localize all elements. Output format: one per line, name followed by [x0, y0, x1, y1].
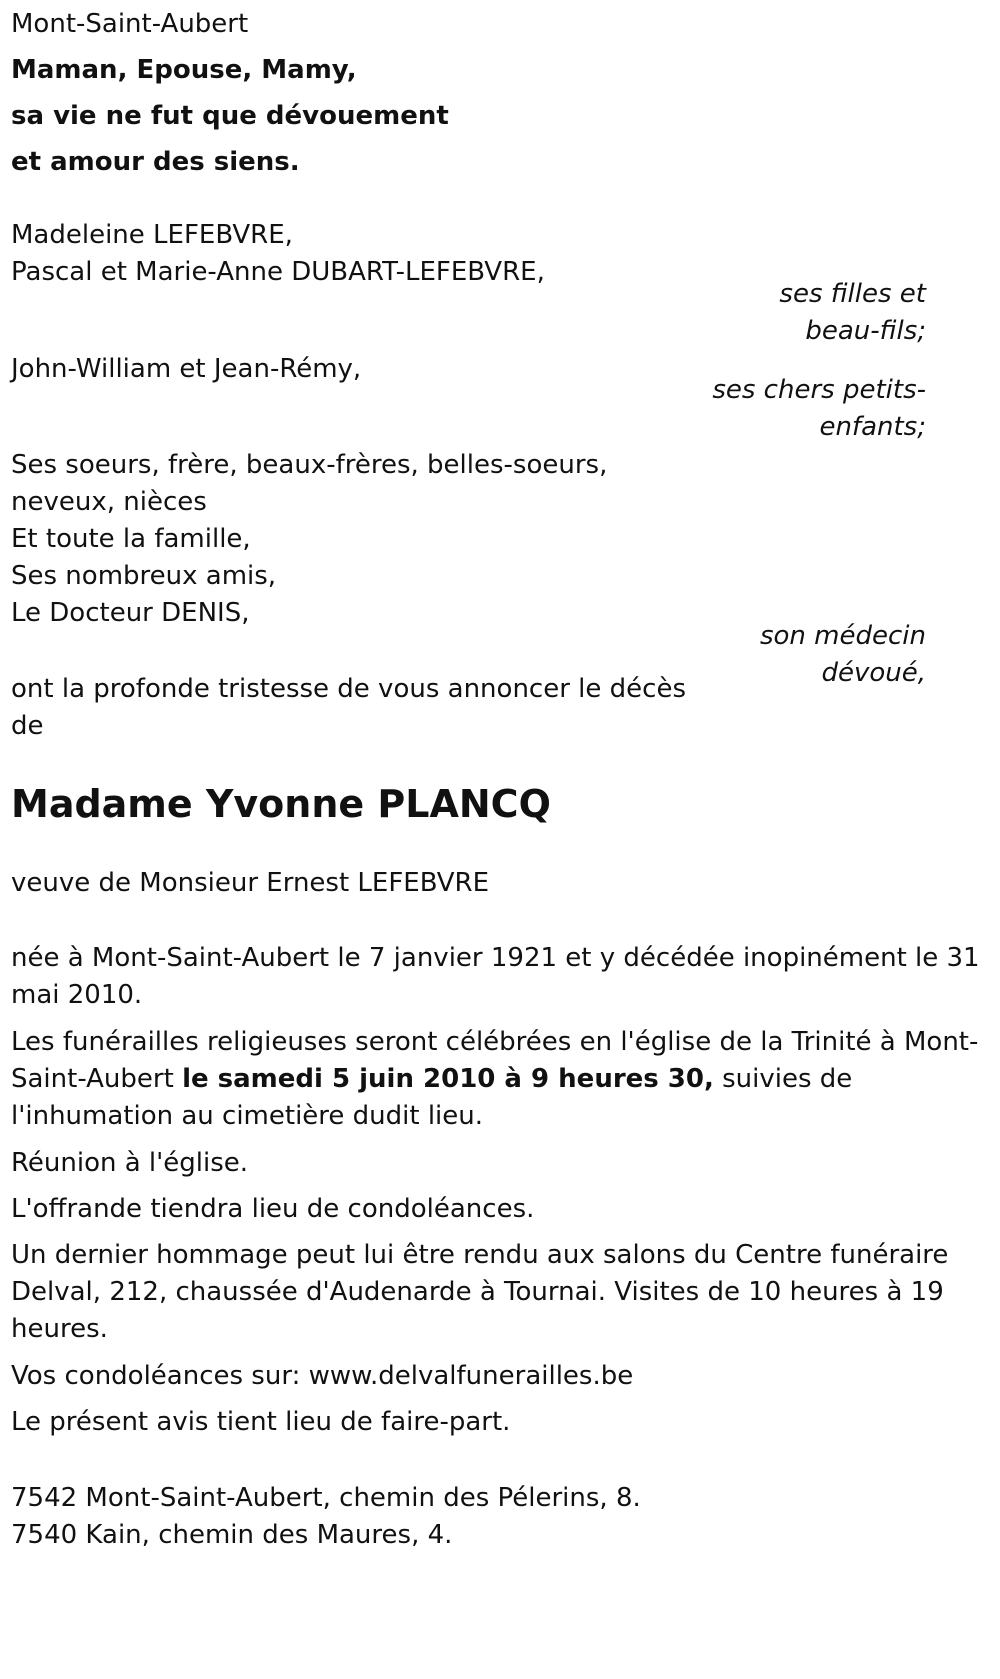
deceased-name: Madame Yvonne PLANCQ [11, 782, 551, 826]
tribute-paragraph: Un dernier hommage peut lui être rendu aux salons du Centre funéraire Delval, 212, chaussée d'Audenarde à Tournai. Visites de 10 heures à 19 heures. [11, 1240, 949, 1344]
notice-text: Le présent avis tient lieu de faire-part. [11, 1407, 511, 1437]
address-2: 7540 Kain, chemin des Maures, 4. [11, 1520, 453, 1550]
family-daughter-2: Pascal et Marie-Anne DUBART-LEFEBVRE, [11, 257, 545, 287]
condolences-text: Vos condoléances sur: www.delvalfunerailles.be [11, 1361, 634, 1391]
family-others-1: Ses soeurs, frère, beaux-frères, belles-soeurs, [11, 450, 608, 480]
place-name: Mont-Saint-Aubert [11, 9, 249, 39]
funeral-text-pre: Les funérailles religieuses seront célébrées en l'église de la Trinité à Mont-Saint-Aubert [11, 1027, 979, 1094]
birth-death-paragraph: née à Mont-Saint-Aubert le 7 janvier 1921 et y décédée inopinément le 31 mai 2010. [11, 943, 980, 1010]
announcement-line-2: de [11, 711, 44, 741]
role-grandchildren-2: enfants; [819, 412, 926, 442]
funeral-date: le samedi 5 juin 2010 à 9 heures 30, [182, 1064, 714, 1094]
family-others-3: Et toute la famille, [11, 524, 251, 554]
family-others-4: Ses nombreux amis, [11, 561, 277, 591]
funeral-text-post: suivies de l'inhumation au cimetière dudit lieu. [11, 1064, 853, 1131]
family-doctor: Le Docteur DENIS, [11, 598, 250, 628]
address-1: 7542 Mont-Saint-Aubert, chemin des Pélerins, 8. [11, 1483, 641, 1513]
announcement-line-1: ont la profonde tristesse de vous annoncer le décès [11, 674, 686, 704]
role-doctor-1: son médecin [759, 621, 926, 651]
role-doctor-2: dévoué, [821, 658, 926, 688]
funeral-paragraph [11, 1024, 991, 1135]
verse-line-1: Maman, Epouse, Mamy, [11, 55, 357, 85]
role-grandchildren-1: ses chers petits- [712, 375, 926, 405]
meeting-text: Réunion à l'église. [11, 1148, 249, 1178]
family-grandchildren: John-William et Jean-Rémy, [11, 354, 362, 384]
role-daughters-1: ses filles et [779, 279, 926, 309]
family-daughter-1: Madeleine LEFEBVRE, [11, 220, 293, 250]
widow-of: veuve de Monsieur Ernest LEFEBVRE [11, 868, 490, 898]
verse-line-2: sa vie ne fut que dévouement [11, 101, 449, 131]
verse-line-3: et amour des siens. [11, 147, 300, 177]
role-daughters-2: beau-fils; [805, 316, 926, 346]
family-others-2: neveux, nièces [11, 487, 207, 517]
offering-text: L'offrande tiendra lieu de condoléances. [11, 1194, 535, 1224]
